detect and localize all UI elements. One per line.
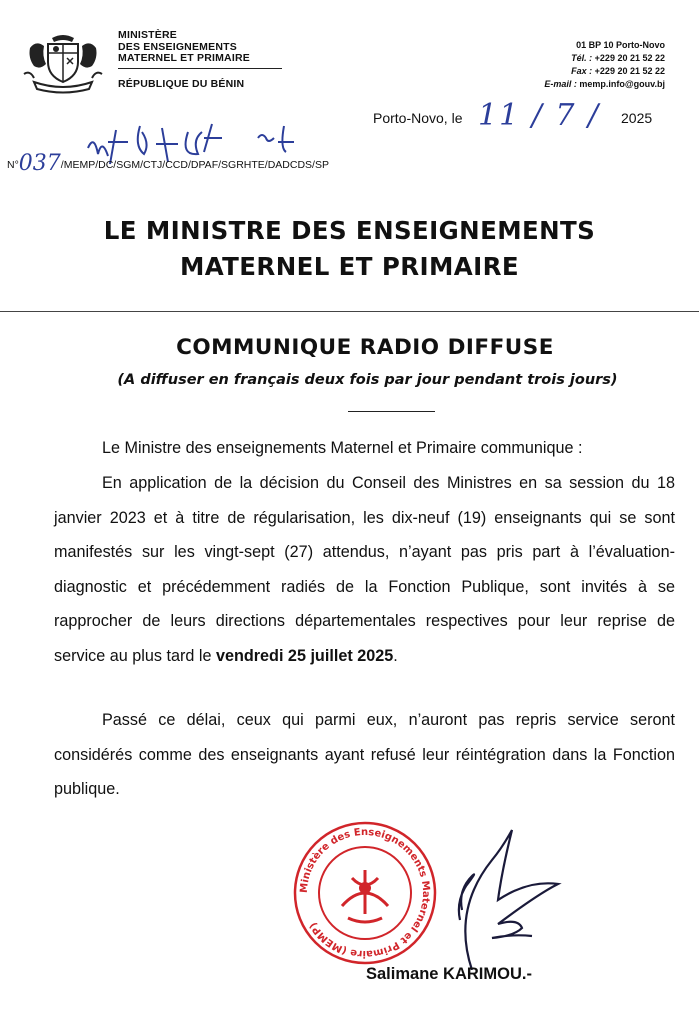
stamp-text: Ministère des Enseignements Maternel et Primaire (MEMP) (298, 826, 432, 960)
signer-name: Salimane KARIMOU.- (366, 965, 532, 983)
date-place: Porto-Novo, le (373, 110, 463, 126)
title-divider (0, 311, 699, 312)
official-stamp (290, 818, 440, 968)
intro-paragraph: Le Ministre des enseignements Maternel et Primaire communique : (102, 439, 583, 457)
reference-number: 037 (18, 151, 61, 176)
email-line (544, 78, 665, 91)
subtitle-divider (348, 411, 435, 412)
reference-line (7, 151, 329, 176)
contact-block (544, 39, 665, 91)
main-paragraph-text: En application de la décision du Conseil des Ministres en sa session du 18 janvier 2023 et à titre de régularisation, les dix-neuf (19) enseignants qui se sont manifestés sur les vingt-sept (27) attendus, n’ayant pas pris part à l’évaluation-diagnostic et précédemment radiés de la Fonction Publique, sont invités à se rapprocher de leurs directions départementales respectives pour leur reprise de service au plus tard le (54, 474, 675, 665)
main-paragraph (54, 466, 675, 673)
email-label: E-mail : (544, 79, 577, 89)
document-title (0, 213, 699, 285)
closing-paragraph: Passé ce délai, ceux qui parmi eux, n’auront pas repris service seront considérés comme des enseignants ayant refusé leur réintégration dans la Fonction publique. (54, 711, 675, 798)
phone-line (544, 52, 665, 65)
address: 01 BP 10 Porto-Novo (576, 40, 665, 50)
fax-label: Fax : (571, 66, 593, 76)
handwritten-signature (432, 820, 562, 970)
ministry-name (118, 30, 250, 65)
title-line-1: LE MINISTRE DES ENSEIGNEMENTS (103, 216, 596, 245)
email-address[interactable]: memp.info@gouv.bj (579, 79, 665, 89)
republic-name: RÉPUBLIQUE DU BÉNIN (118, 78, 245, 90)
fax-number: +229 20 21 52 22 (594, 66, 665, 76)
communique-title: COMMUNIQUE RADIO DIFFUSE (176, 335, 554, 360)
benin-coat-of-arms-icon (22, 30, 104, 96)
deadline-end: . (393, 646, 398, 665)
header-divider (118, 68, 282, 69)
reference-path: /MEMP/DC/SGM/CTJ/CCD/DPAF/SGRHTE/DADCDS/SP (60, 159, 329, 171)
communique-subtitle: (A diffuser en français deux fois par jour pendant trois jours) (117, 372, 618, 388)
reference-prefix: N° (7, 159, 19, 171)
fax-line (544, 65, 665, 78)
deadline-date: vendredi 25 juillet 2025 (215, 646, 394, 665)
phone-number: +229 20 21 52 22 (594, 53, 665, 63)
ministry-line-3: MATERNEL ET PRIMAIRE (118, 52, 250, 64)
title-line-2: MATERNEL ET PRIMAIRE (179, 252, 520, 281)
ministry-line-1: MINISTÈRE (118, 29, 177, 41)
ministry-line-2: DES ENSEIGNEMENTS (118, 40, 237, 53)
handwritten-date: 11 / 7 / (478, 98, 601, 133)
phone-label: Tél. : (571, 53, 593, 63)
date-year: 2025 (621, 110, 653, 126)
